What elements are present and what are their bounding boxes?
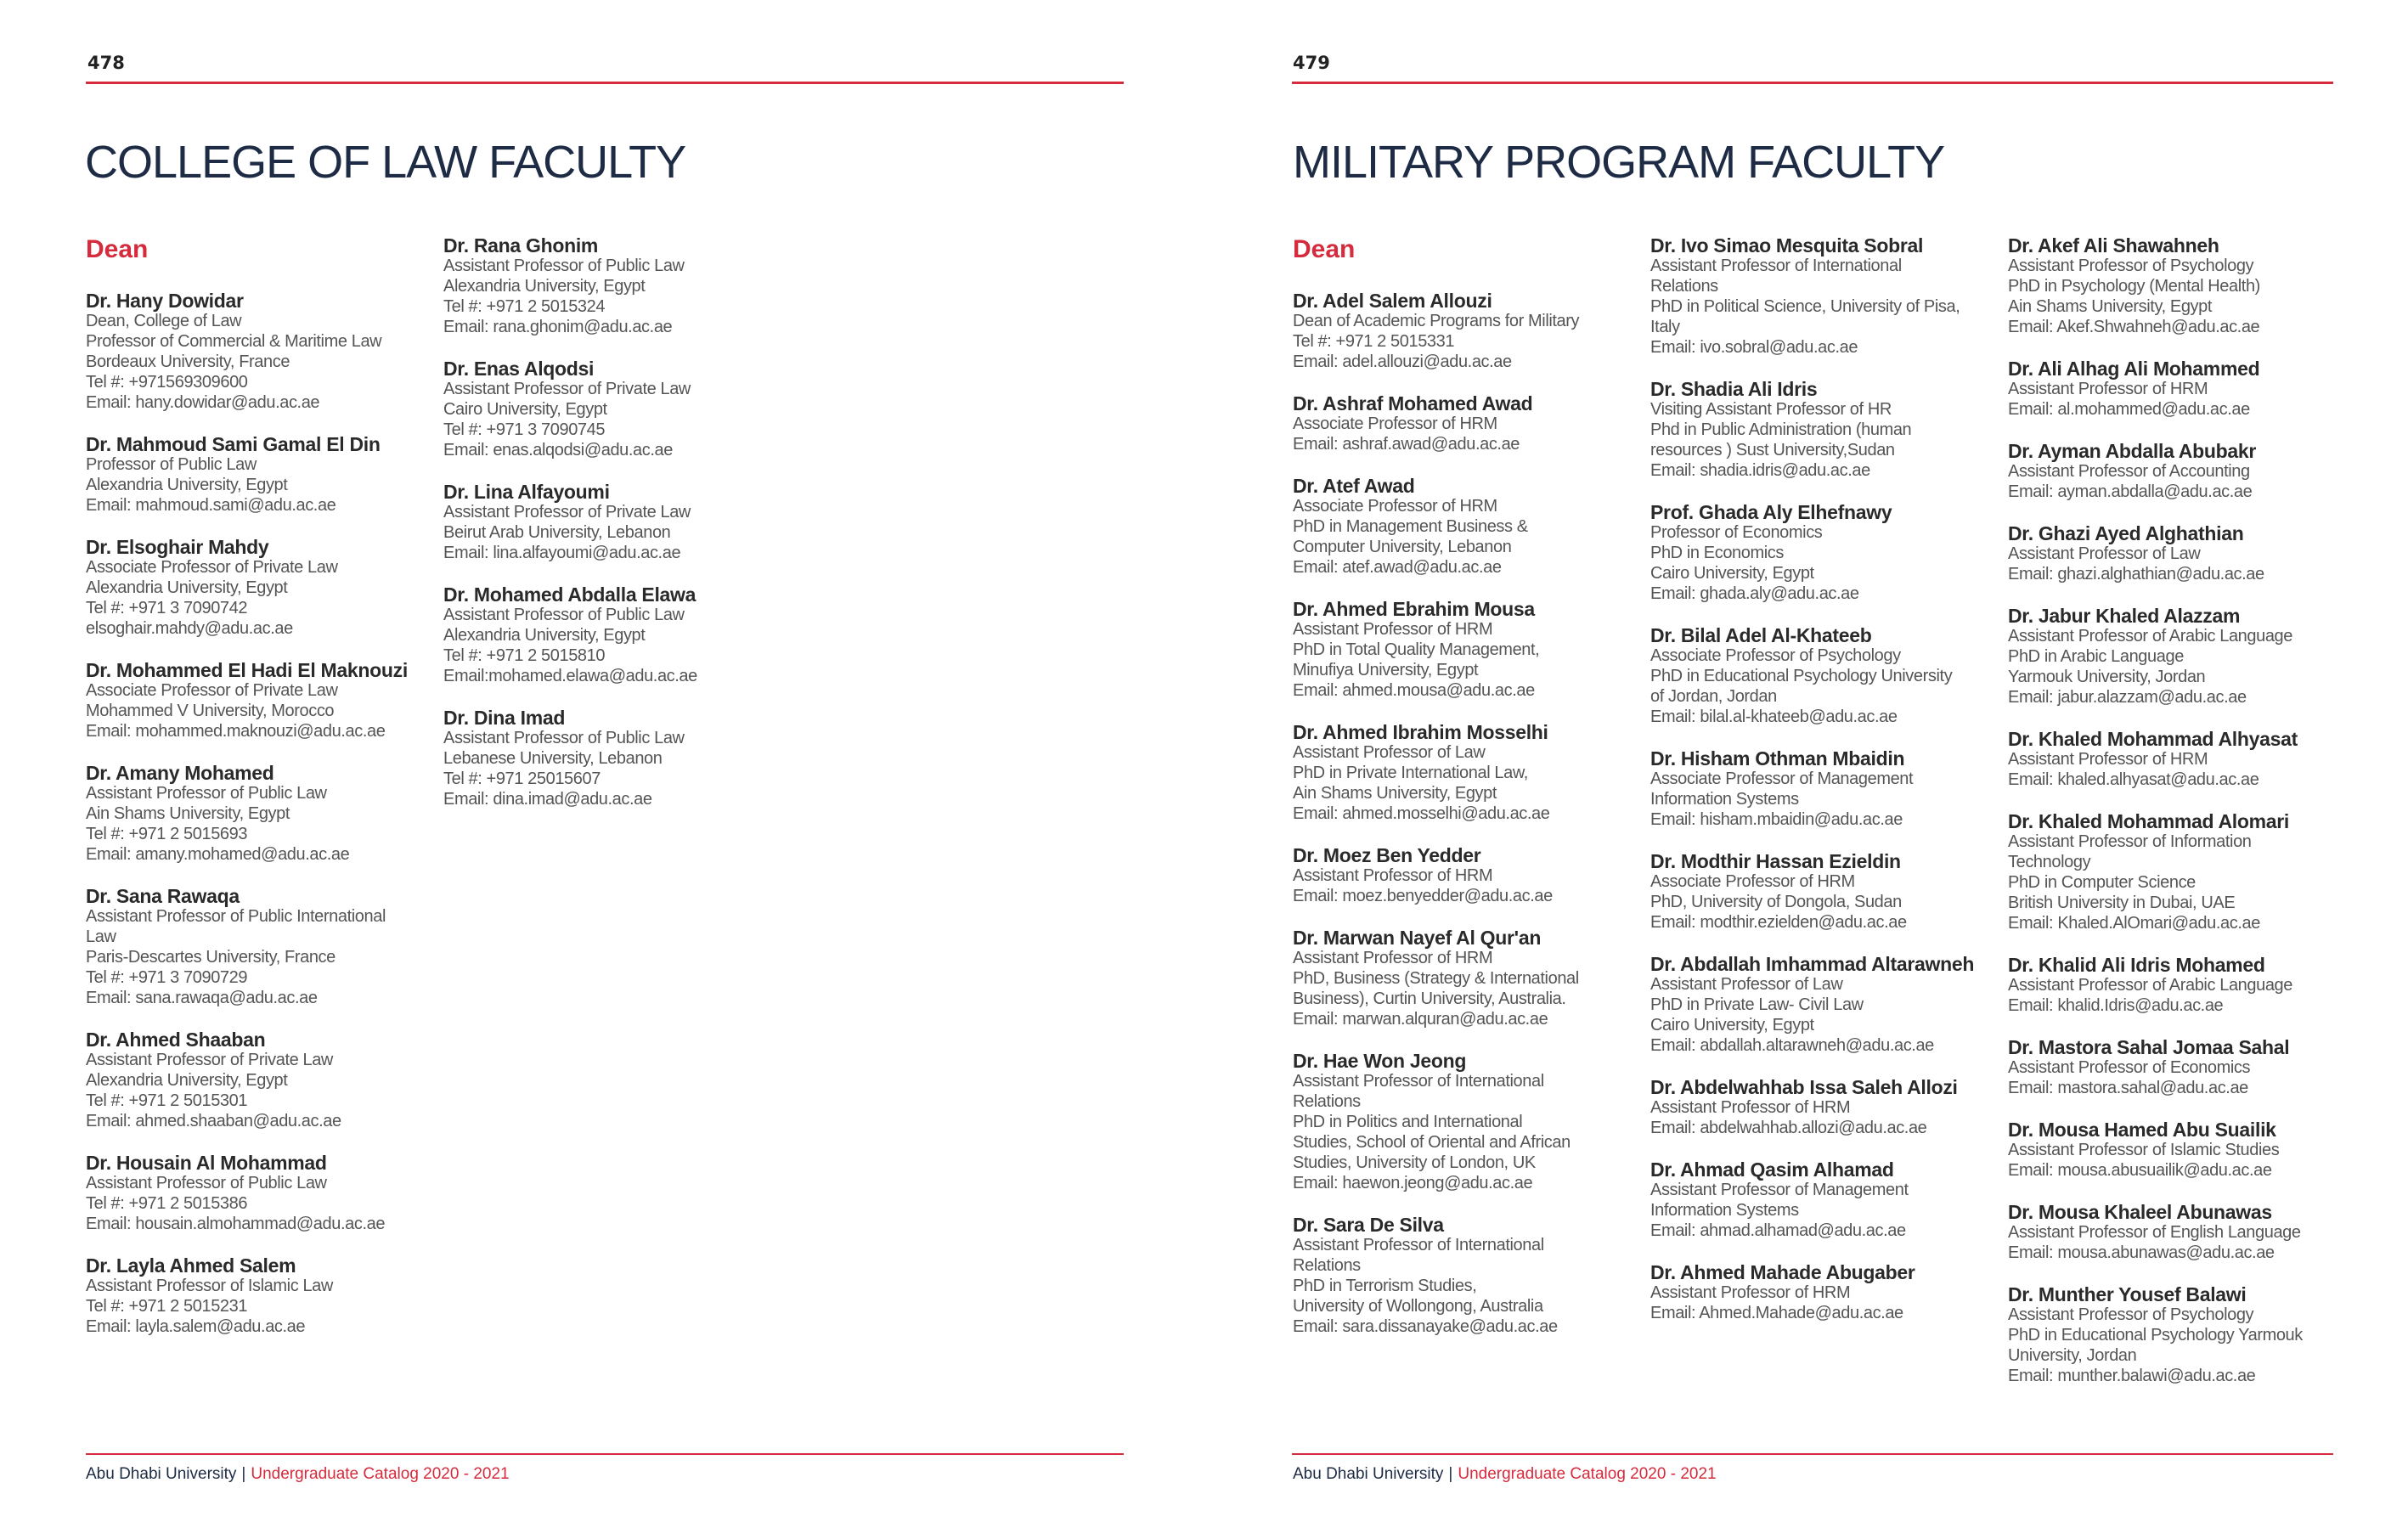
faculty-detail-line: Italy (1650, 318, 1680, 336)
faculty-detail-line: Associate Professor of HRM (1293, 497, 1497, 516)
faculty-entry (2008, 1037, 2356, 1098)
faculty-name: Dr. Bilal Adel Al-Khateeb (1650, 624, 1872, 646)
faculty-name: Dr. Mahmoud Sami Gamal El Din (86, 433, 381, 455)
faculty-entry (1650, 954, 1999, 1056)
faculty-detail-line: Information Systems (1650, 790, 1799, 809)
faculty-detail-line: Email: hany.dowidar@adu.ac.ae (86, 393, 320, 412)
faculty-detail-line: Tel #: +971 2 5015331 (1293, 332, 1455, 351)
faculty-name: Dr. Enas Alqodsi (443, 358, 595, 380)
footer-rule (86, 1453, 1124, 1455)
page-footer (1293, 1465, 1717, 1484)
faculty-list (86, 290, 426, 1337)
faculty-detail-line: Assistant Professor of HRM (1650, 1098, 1851, 1117)
faculty-name: Dr. Mousa Hamed Abu Suailik (2008, 1119, 2276, 1141)
faculty-name: Dr. Abdallah Imhammad Altarawneh (1650, 953, 1975, 975)
faculty-detail-line: Associate Professor of Private Law (86, 681, 338, 700)
faculty-detail-line: Email: lina.alfayoumi@adu.ac.ae (443, 544, 681, 562)
faculty-entry (1293, 476, 1650, 578)
dean-heading: Dean (86, 235, 149, 263)
faculty-detail-line: Assistant Professor of Public Law (443, 729, 685, 747)
faculty-detail-line: Computer University, Lebanon (1293, 538, 1512, 556)
faculty-detail-line: elsoghair.mahdy@adu.ac.ae (86, 619, 293, 638)
faculty-detail-line: Tel #: +971 3 7090742 (86, 599, 248, 617)
faculty-detail-line: PhD in Psychology (Mental Health) (2008, 277, 2260, 296)
faculty-entry (86, 1153, 426, 1234)
faculty-column (443, 235, 783, 831)
faculty-detail-line: Ain Shams University, Egypt (86, 804, 290, 823)
faculty-detail-line: PhD in Educational Psychology Yarmouk (2008, 1326, 2303, 1345)
faculty-detail-line: Email: khalid.Idris@adu.ac.ae (2008, 996, 2224, 1015)
faculty-detail-line: Email: Ahmed.Mahade@adu.ac.ae (1650, 1304, 1903, 1322)
faculty-name: Dr. Ashraf Mohamed Awad (1293, 392, 1533, 414)
faculty-entry (2008, 1119, 2356, 1181)
faculty-detail-line: Associate Professor of Private Law (86, 558, 338, 577)
faculty-detail-line: Ain Shams University, Egypt (2008, 297, 2213, 316)
faculty-name: Dr. Mousa Khaleel Abunawas (2008, 1201, 2272, 1223)
faculty-name: Dr. Khalid Ali Idris Mohamed (2008, 954, 2265, 976)
faculty-entry (2008, 235, 2356, 337)
faculty-detail-line: Email: hisham.mbaidin@adu.ac.ae (1650, 810, 1903, 829)
faculty-detail-line: Email: mousa.abunawas@adu.ac.ae (2008, 1243, 2275, 1262)
faculty-detail-line: Email: mastora.sahal@adu.ac.ae (2008, 1079, 2248, 1097)
faculty-detail-line: Email: ahmed.mousa@adu.ac.ae (1293, 681, 1535, 700)
faculty-detail-line: Mohammed V University, Morocco (86, 702, 335, 720)
faculty-detail-line: Alexandria University, Egypt (443, 626, 646, 645)
faculty-name: Dr. Modthir Hassan Ezieldin (1650, 850, 1901, 872)
faculty-detail-line: PhD in Economics (1650, 544, 1784, 562)
faculty-detail-line: Relations (1293, 1256, 1361, 1275)
faculty-entry (1650, 502, 1999, 604)
faculty-detail-line: Tel #: +971 3 7090745 (443, 420, 606, 439)
faculty-detail-line: Email: amany.mohamed@adu.ac.ae (86, 845, 350, 864)
faculty-detail-line: Assistant Professor of Public Law (443, 256, 685, 275)
faculty-detail-line: Email: abdelwahhab.allozi@adu.ac.ae (1650, 1119, 1927, 1137)
faculty-detail-line: Assistant Professor of International (1293, 1072, 1544, 1091)
faculty-name: Dr. Rana Ghonim (443, 234, 599, 256)
faculty-detail-line: Email: ghazi.alghathian@adu.ac.ae (2008, 565, 2264, 583)
faculty-detail-line: PhD in Private Law- Civil Law (1650, 995, 1864, 1014)
faculty-detail-line: Email: bilal.al-khateeb@adu.ac.ae (1650, 707, 1898, 726)
faculty-name: Dr. Lina Alfayoumi (443, 481, 610, 503)
faculty-detail-line: Studies, School of Oriental and African (1293, 1133, 1571, 1152)
faculty-name: Dr. Mastora Sahal Jomaa Sahal (2008, 1036, 2290, 1058)
faculty-name: Dr. Munther Yousef Balawi (2008, 1283, 2247, 1305)
faculty-entry (1293, 1051, 1650, 1193)
faculty-detail-line: Email: ahmed.shaaban@adu.ac.ae (86, 1112, 341, 1130)
faculty-name: Dr. Ayman Abdalla Abubakr (2008, 440, 2256, 462)
faculty-detail-line: Law (86, 927, 116, 946)
faculty-detail-line: Email: shadia.idris@adu.ac.ae (1650, 461, 1870, 480)
faculty-name: Dr. Ahmed Ebrahim Mousa (1293, 598, 1535, 620)
faculty-entry (2008, 955, 2356, 1016)
faculty-detail-line: Phd in Public Administration (human (1650, 420, 1912, 439)
faculty-detail-line: Assistant Professor of Public Law (443, 606, 685, 624)
faculty-detail-line: Email: mohammed.maknouzi@adu.ac.ae (86, 722, 386, 741)
faculty-detail-line: PhD in Terrorism Studies, (1293, 1277, 1477, 1295)
faculty-name: Dr. Hisham Othman Mbaidin (1650, 747, 1905, 770)
faculty-name: Dr. Hany Dowidar (86, 290, 244, 312)
faculty-detail-line: Yarmouk University, Jordan (2008, 668, 2206, 686)
faculty-detail-line: PhD in Total Quality Management, (1293, 640, 1540, 659)
faculty-detail-line: PhD in Computer Science (2008, 873, 2196, 892)
faculty-detail-line: Tel #: +971 2 5015810 (443, 646, 606, 665)
page-title: COLLEGE OF LAW FACULTY (85, 137, 686, 188)
faculty-entry (1650, 748, 1999, 830)
faculty-detail-line: Email: atef.awad@adu.ac.ae (1293, 558, 1502, 577)
faculty-detail-line: Email: sana.rawaqa@adu.ac.ae (86, 989, 318, 1007)
faculty-detail-line: Associate Professor of Management (1650, 770, 1914, 788)
faculty-entry (1650, 1077, 1999, 1138)
faculty-detail-line: Email: layla.salem@adu.ac.ae (86, 1317, 306, 1336)
faculty-entry (86, 763, 426, 865)
faculty-detail-line: Email: sara.dissanayake@adu.ac.ae (1293, 1317, 1558, 1336)
faculty-detail-line: Assistant Professor of HRM (1293, 866, 1493, 885)
faculty-entry (1293, 722, 1650, 824)
faculty-detail-line: Dean of Academic Programs for Military (1293, 312, 1580, 330)
faculty-detail-line: Assistant Professor of International (1293, 1236, 1544, 1254)
faculty-entry (1293, 290, 1650, 372)
faculty-name: Dr. Khaled Mohammad Alomari (2008, 810, 2290, 832)
faculty-detail-line: Email: adel.allouzi@adu.ac.ae (1293, 352, 1512, 371)
faculty-name: Dr. Mohamed Abdalla Elawa (443, 583, 696, 606)
faculty-entry (443, 235, 783, 337)
faculty-detail-line: Assistant Professor of Islamic Law (86, 1277, 333, 1295)
faculty-detail-line: Assistant Professor of Private Law (443, 503, 691, 521)
faculty-list (2008, 235, 2356, 1386)
faculty-entry (1293, 599, 1650, 701)
faculty-entry (443, 584, 783, 686)
faculty-name: Dr. Ahmed Mahade Abugaber (1650, 1261, 1915, 1283)
faculty-entry (1650, 1262, 1999, 1323)
faculty-entry (86, 660, 426, 741)
faculty-name: Dr. Elsoghair Mahdy (86, 536, 269, 558)
faculty-detail-line: Email: abdallah.altarawneh@adu.ac.ae (1650, 1036, 1934, 1055)
faculty-name: Dr. Shadia Ali Idris (1650, 378, 1818, 400)
faculty-detail-line: Bordeaux University, France (86, 352, 290, 371)
faculty-detail-line: Email: dina.imad@adu.ac.ae (443, 790, 652, 809)
faculty-entry (2008, 441, 2356, 502)
faculty-detail-line: Tel #: +971 2 5015231 (86, 1297, 248, 1316)
faculty-detail-line: Assistant Professor of Public Law (86, 1174, 327, 1192)
faculty-name: Dr. Layla Ahmed Salem (86, 1254, 296, 1277)
faculty-name: Dr. Amany Mohamed (86, 762, 274, 784)
faculty-entry (86, 537, 426, 639)
faculty-detail-line: Email: ghada.aly@adu.ac.ae (1650, 584, 1859, 603)
faculty-detail-line: Lebanese University, Lebanon (443, 749, 663, 768)
faculty-detail-line: PhD, University of Dongola, Sudan (1650, 893, 1902, 911)
faculty-detail-line: Email: moez.benyedder@adu.ac.ae (1293, 887, 1553, 905)
faculty-name: Dr. Adel Salem Allouzi (1293, 290, 1492, 312)
faculty-entry (86, 434, 426, 516)
faculty-detail-line: Assistant Professor of Public Law (86, 784, 327, 803)
faculty-name: Dr. Dina Imad (443, 707, 566, 729)
faculty-detail-line: Assistant Professor of Law (2008, 544, 2201, 563)
faculty-detail-line: Minufiya University, Egypt (1293, 661, 1479, 679)
faculty-detail-line: Email: haewon.jeong@adu.ac.ae (1293, 1174, 1533, 1192)
faculty-detail-line: Relations (1293, 1092, 1361, 1111)
faculty-name: Dr. Mohammed El Hadi El Maknouzi (86, 659, 408, 681)
faculty-entry (1293, 1215, 1650, 1337)
faculty-detail-line: Relations (1650, 277, 1718, 296)
faculty-entry (2008, 1202, 2356, 1263)
footer-rule (1292, 1453, 2333, 1455)
faculty-detail-line: Email: khaled.alhyasat@adu.ac.ae (2008, 770, 2259, 789)
faculty-detail-line: Assistant Professor of Law (1293, 743, 1486, 762)
faculty-entry (2008, 1284, 2356, 1386)
right-page (1204, 0, 2408, 1539)
faculty-name: Dr. Housain Al Mohammad (86, 1152, 327, 1174)
faculty-name: Dr. Khaled Mohammad Alhyasat (2008, 728, 2298, 750)
faculty-detail-line: Assistant Professor of Psychology (2008, 1305, 2254, 1324)
faculty-detail-line: British University in Dubai, UAE (2008, 894, 2236, 912)
faculty-detail-line: Professor of Commercial & Maritime Law (86, 332, 382, 351)
footer-separator: | (241, 1465, 246, 1483)
faculty-detail-line: Email: Khaled.AlOmari@adu.ac.ae (2008, 914, 2260, 933)
faculty-name: Dr. Ali Alhag Ali Mohammed (2008, 358, 2260, 380)
faculty-detail-line: Tel #: +971 2 5015301 (86, 1091, 248, 1110)
faculty-column (1650, 235, 1999, 1345)
footer-catalog: Undergraduate Catalog 2020 - 2021 (1458, 1465, 1717, 1483)
faculty-name: Dr. Ahmed Shaaban (86, 1029, 266, 1051)
faculty-detail-line: Tel #: +971569309600 (86, 373, 248, 392)
faculty-detail-line: resources ) Sust University,Sudan (1650, 441, 1895, 459)
faculty-detail-line: Associate Professor of HRM (1293, 414, 1497, 433)
faculty-detail-line: Tel #: +971 25015607 (443, 770, 601, 788)
page-footer (86, 1465, 510, 1484)
faculty-detail-line: PhD in Private International Law, (1293, 764, 1528, 782)
faculty-detail-line: Assistant Professor of HRM (1293, 949, 1493, 967)
faculty-entry (2008, 811, 2356, 933)
faculty-column (86, 234, 426, 1358)
faculty-detail-line: Email: jabur.alazzam@adu.ac.ae (2008, 688, 2247, 707)
page-title: MILITARY PROGRAM FACULTY (1293, 137, 1945, 188)
faculty-detail-line: Email: ivo.sobral@adu.ac.ae (1650, 338, 1858, 357)
faculty-detail-line: University, Jordan (2008, 1346, 2137, 1365)
faculty-detail-line: Associate Professor of HRM (1650, 872, 1855, 891)
faculty-detail-line: Assistant Professor of Arabic Language (2008, 976, 2293, 995)
faculty-detail-line: Assistant Professor of HRM (2008, 750, 2208, 769)
faculty-detail-line: PhD in Educational Psychology University (1650, 667, 1953, 685)
faculty-detail-line: Alexandria University, Egypt (443, 277, 646, 296)
faculty-detail-line: Cairo University, Egypt (1650, 1016, 1814, 1034)
faculty-detail-line: Assistant Professor of Islamic Studies (2008, 1141, 2280, 1159)
faculty-detail-line: Assistant Professor of Private Law (86, 1051, 333, 1069)
faculty-detail-line: Email: Akef.Shwahneh@adu.ac.ae (2008, 318, 2260, 336)
faculty-entry (1650, 625, 1999, 727)
faculty-detail-line: Studies, University of London, UK (1293, 1153, 1536, 1172)
faculty-detail-line: Email: ayman.abdalla@adu.ac.ae (2008, 482, 2253, 501)
faculty-detail-line: Email: housain.almohammad@adu.ac.ae (86, 1215, 386, 1233)
footer-organization: Abu Dhabi University (1293, 1465, 1444, 1483)
faculty-detail-line: Tel #: +971 3 7090729 (86, 968, 248, 987)
faculty-detail-line: Assistant Professor of Private Law (443, 380, 691, 398)
faculty-detail-line: Email: ashraf.awad@adu.ac.ae (1293, 435, 1520, 454)
faculty-list (1293, 290, 1650, 1337)
faculty-detail-line: Email: enas.alqodsi@adu.ac.ae (443, 441, 673, 459)
faculty-detail-line: Paris-Descartes University, France (86, 948, 336, 967)
faculty-detail-line: Associate Professor of Psychology (1650, 646, 1901, 665)
faculty-name: Dr. Akef Ali Shawahneh (2008, 234, 2219, 256)
faculty-detail-line: Cairo University, Egypt (443, 400, 607, 419)
faculty-name: Dr. Ahmed Ibrahim Mosselhi (1293, 721, 1548, 743)
faculty-entry (443, 707, 783, 809)
faculty-detail-line: Professor of Public Law (86, 455, 257, 474)
faculty-detail-line: of Jordan, Jordan (1650, 687, 1777, 706)
faculty-detail-line: PhD in Management Business & (1293, 517, 1528, 536)
faculty-name: Dr. Abdelwahhab Issa Saleh Allozi (1650, 1076, 1958, 1098)
faculty-name: Dr. Moez Ben Yedder (1293, 844, 1481, 866)
page-number: 479 (1293, 53, 1330, 73)
faculty-detail-line: Email: al.mohammed@adu.ac.ae (2008, 400, 2250, 419)
faculty-detail-line: Email: munther.balawi@adu.ac.ae (2008, 1367, 2256, 1385)
faculty-detail-line: Email:mohamed.elawa@adu.ac.ae (443, 667, 697, 685)
header-rule (1292, 82, 2333, 84)
faculty-detail-line: Visiting Assistant Professor of HR (1650, 400, 1892, 419)
faculty-detail-line: Technology (2008, 853, 2091, 871)
footer-catalog: Undergraduate Catalog 2020 - 2021 (251, 1465, 510, 1483)
faculty-detail-line: Alexandria University, Egypt (86, 1071, 288, 1090)
page-number: 478 (87, 53, 125, 73)
faculty-detail-line: Tel #: +971 2 5015693 (86, 825, 248, 843)
faculty-detail-line: PhD in Politics and International (1293, 1113, 1523, 1131)
faculty-detail-line: Assistant Professor of Accounting (2008, 462, 2250, 481)
dean-heading: Dean (1293, 235, 1356, 263)
faculty-column (1293, 234, 1650, 1358)
faculty-name: Dr. Sara De Silva (1293, 1214, 1444, 1236)
faculty-entry (86, 886, 426, 1008)
faculty-detail-line: Beirut Arab University, Lebanon (443, 523, 671, 542)
faculty-entry (2008, 606, 2356, 707)
faculty-detail-line: Assistant Professor of HRM (2008, 380, 2208, 398)
faculty-detail-line: Assistant Professor of Arabic Language (2008, 627, 2293, 645)
faculty-detail-line: Assistant Professor of Public International (86, 907, 386, 926)
faculty-entry (1293, 845, 1650, 906)
faculty-name: Dr. Jabur Khaled Alazzam (2008, 605, 2241, 627)
faculty-detail-line: Email: ahmad.alhamad@adu.ac.ae (1650, 1221, 1906, 1240)
faculty-detail-line: Assistant Professor of Economics (2008, 1058, 2251, 1077)
faculty-detail-line: Tel #: +971 2 5015386 (86, 1194, 248, 1213)
faculty-detail-line: Alexandria University, Egypt (86, 578, 288, 597)
footer-organization: Abu Dhabi University (86, 1465, 237, 1483)
faculty-entry (86, 290, 426, 413)
faculty-detail-line: Email: mousa.abusuailik@adu.ac.ae (2008, 1161, 2272, 1180)
faculty-name: Prof. Ghada Aly Elhefnawy (1650, 501, 1892, 523)
faculty-detail-line: Assistant Professor of Management (1650, 1181, 1909, 1199)
faculty-detail-line: Assistant Professor of Law (1650, 975, 1843, 994)
faculty-detail-line: Assistant Professor of Psychology (2008, 256, 2254, 275)
faculty-entry (1293, 393, 1650, 454)
header-rule (86, 82, 1124, 84)
faculty-name: Dr. Atef Awad (1293, 475, 1415, 497)
faculty-detail-line: Business), Curtin University, Australia. (1293, 989, 1566, 1008)
faculty-entry (86, 1029, 426, 1131)
faculty-entry (2008, 729, 2356, 790)
faculty-name: Dr. Sana Rawaqa (86, 885, 240, 907)
faculty-column (2008, 235, 2356, 1407)
faculty-entry (1293, 927, 1650, 1029)
faculty-entry (443, 482, 783, 563)
faculty-detail-line: Dean, College of Law (86, 312, 242, 330)
faculty-name: Dr. Ghazi Ayed Alghathian (2008, 522, 2244, 544)
faculty-detail-line: Information Systems (1650, 1201, 1799, 1220)
faculty-entry (1650, 1159, 1999, 1241)
faculty-entry (86, 1255, 426, 1337)
faculty-name: Dr. Hae Won Jeong (1293, 1050, 1467, 1072)
faculty-detail-line: PhD, Business (Strategy & International (1293, 969, 1579, 988)
faculty-detail-line: Assistant Professor of Information (2008, 832, 2252, 851)
faculty-detail-line: Email: rana.ghonim@adu.ac.ae (443, 318, 673, 336)
faculty-detail-line: PhD in Political Science, University of Pisa, (1650, 297, 1960, 316)
faculty-entry (2008, 523, 2356, 584)
faculty-entry (1650, 379, 1999, 481)
faculty-detail-line: University of Wollongong, Australia (1293, 1297, 1543, 1316)
faculty-name: Dr. Ahmad Qasim Alhamad (1650, 1158, 1894, 1181)
faculty-detail-line: Tel #: +971 2 5015324 (443, 297, 606, 316)
faculty-detail-line: Assistant Professor of English Language (2008, 1223, 2301, 1242)
faculty-name: Dr. Marwan Nayef Al Qur'an (1293, 927, 1542, 949)
faculty-list (1650, 235, 1999, 1323)
faculty-detail-line: Ain Shams University, Egypt (1293, 784, 1497, 803)
faculty-entry (443, 358, 783, 460)
faculty-name: Dr. Ivo Simao Mesquita Sobral (1650, 234, 1924, 256)
faculty-detail-line: Assistant Professor of HRM (1650, 1283, 1851, 1302)
faculty-detail-line: Professor of Economics (1650, 523, 1823, 542)
faculty-detail-line: Email: mahmoud.sami@adu.ac.ae (86, 496, 336, 515)
faculty-entry (1650, 851, 1999, 933)
faculty-detail-line: Email: modthir.ezielden@adu.ac.ae (1650, 913, 1907, 932)
faculty-entry (1650, 235, 1999, 358)
faculty-entry (2008, 358, 2356, 420)
faculty-detail-line: Alexandria University, Egypt (86, 476, 288, 494)
faculty-detail-line: Cairo University, Egypt (1650, 564, 1814, 583)
faculty-detail-line: PhD in Arabic Language (2008, 647, 2184, 666)
faculty-detail-line: Email: ahmed.mosselhi@adu.ac.ae (1293, 804, 1550, 823)
faculty-list (443, 235, 783, 809)
footer-separator: | (1448, 1465, 1453, 1483)
faculty-detail-line: Assistant Professor of HRM (1293, 620, 1493, 639)
faculty-detail-line: Assistant Professor of International (1650, 256, 1902, 275)
faculty-detail-line: Email: marwan.alquran@adu.ac.ae (1293, 1010, 1548, 1029)
